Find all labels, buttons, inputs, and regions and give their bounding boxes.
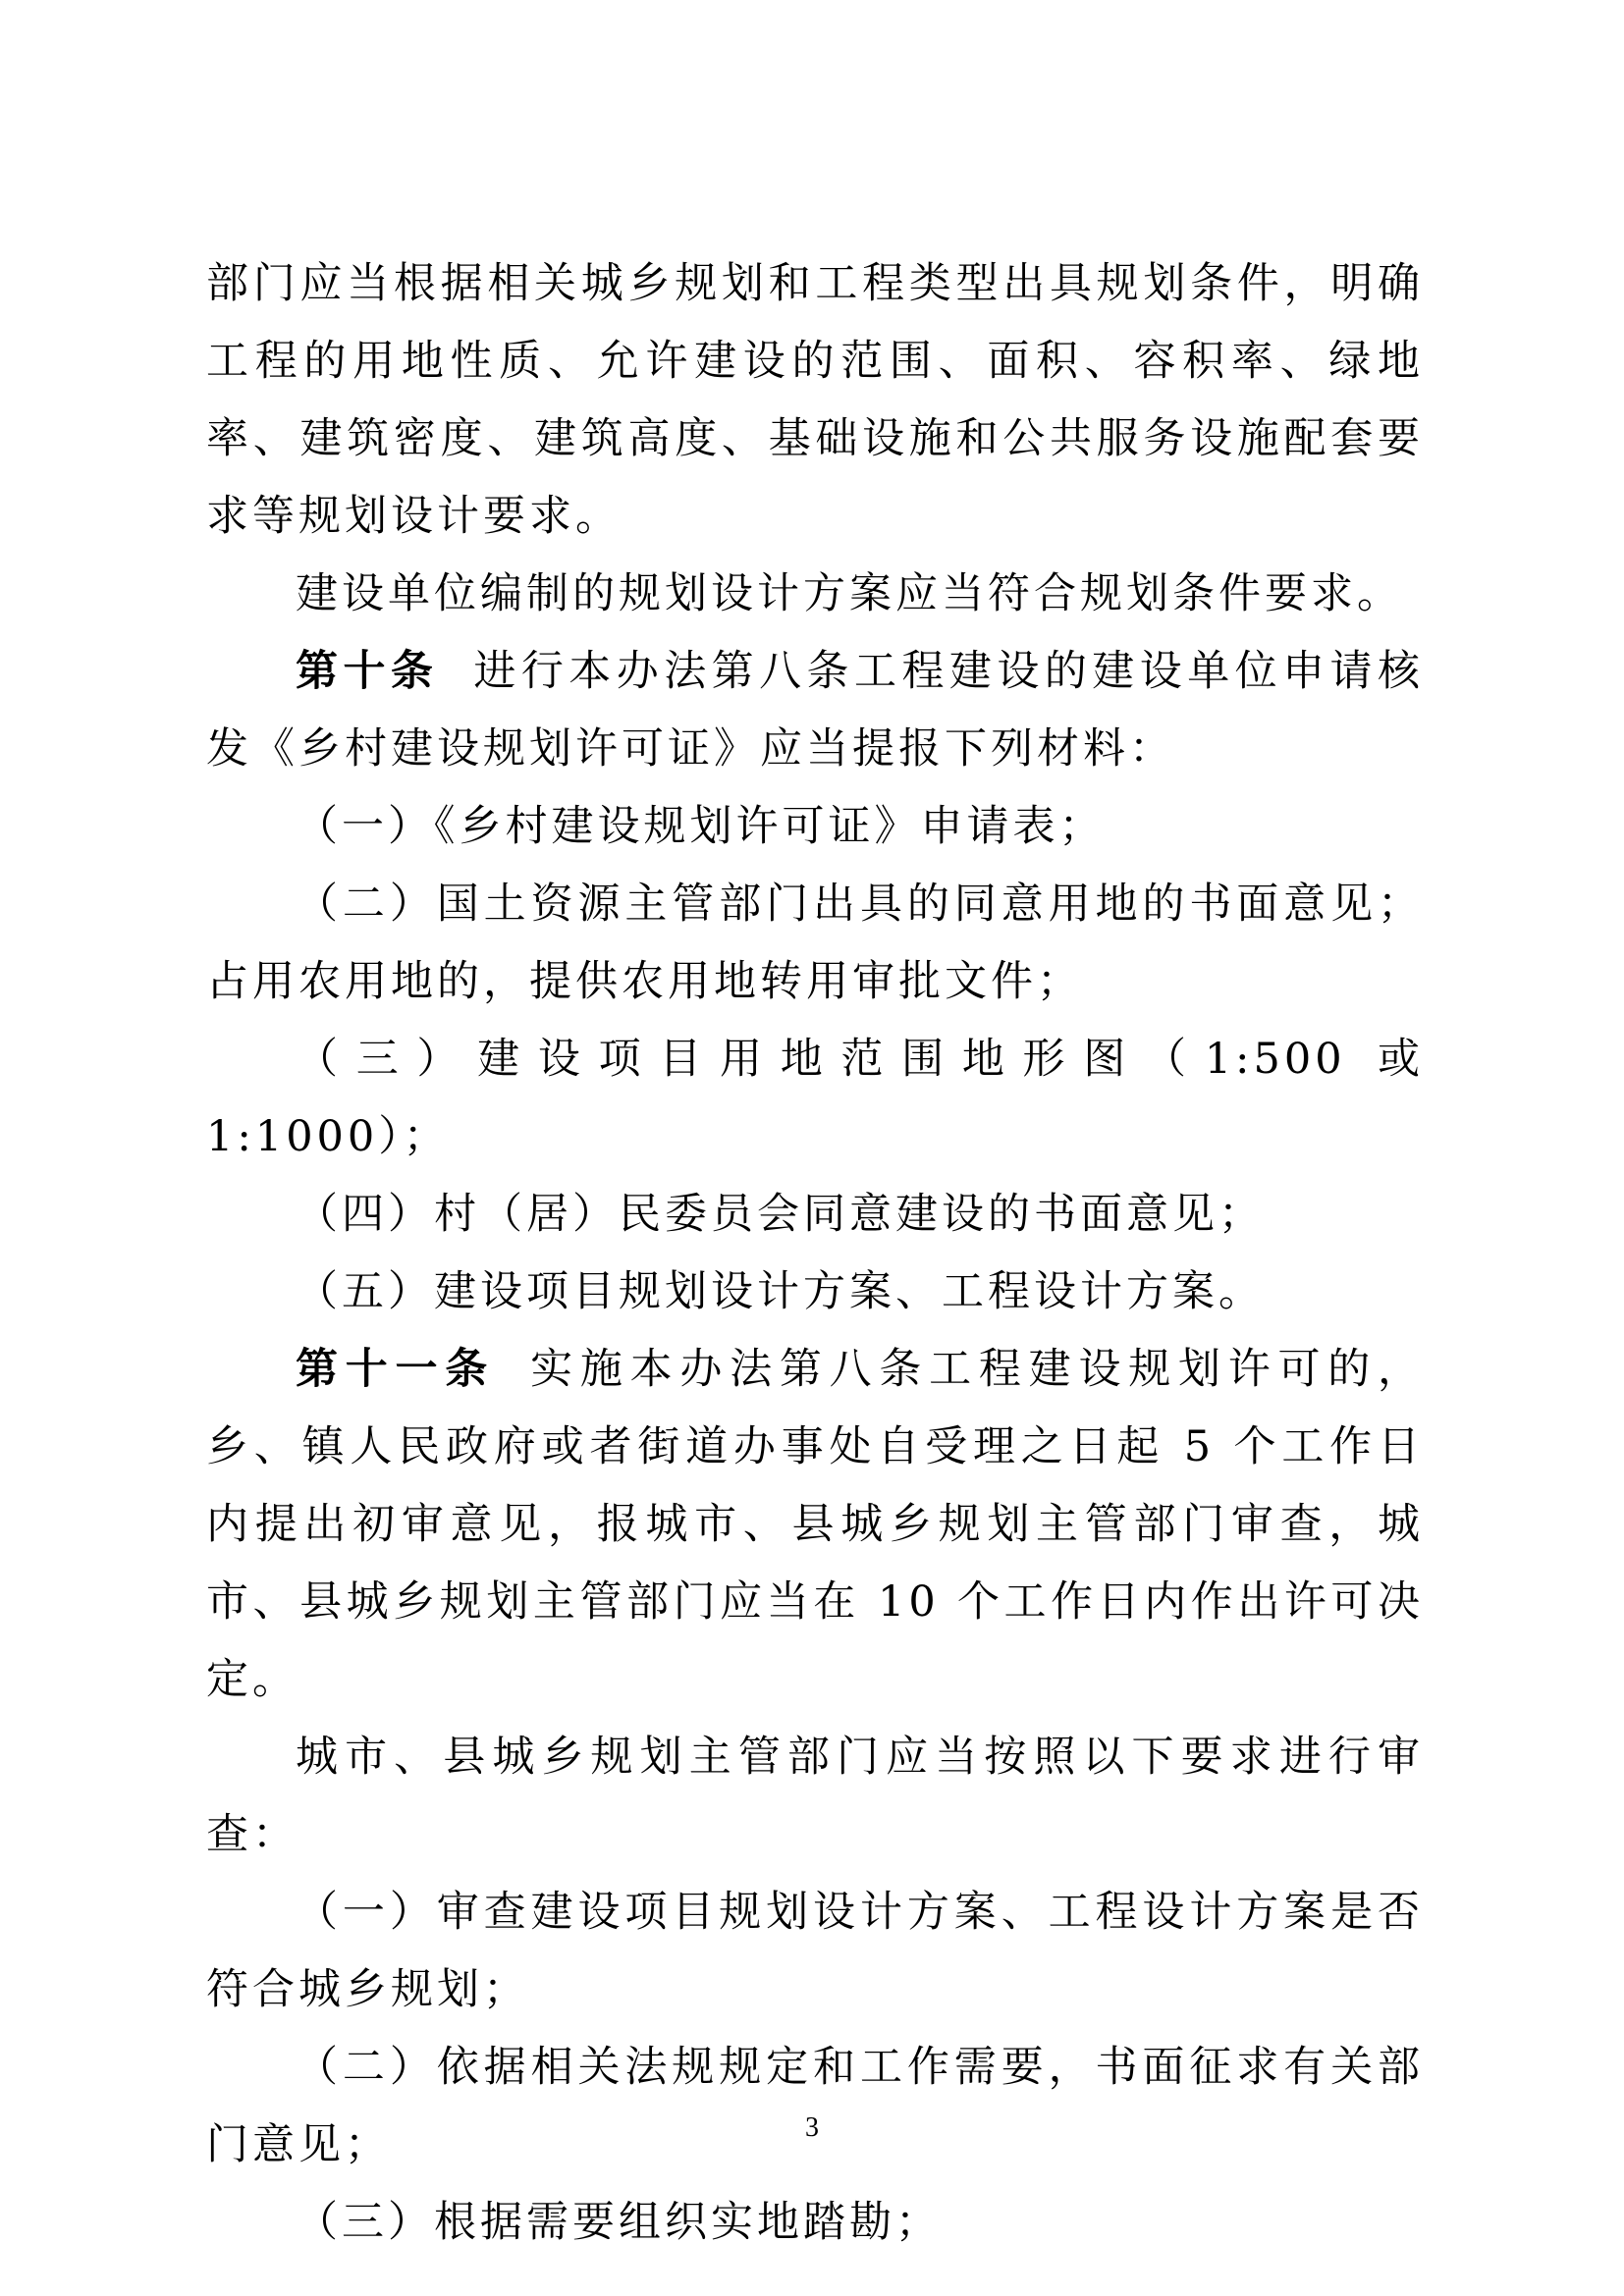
paragraph-text: （一）《乡村建设规划许可证》申请表； — [296, 802, 1106, 851]
list-item — [206, 866, 1424, 1021]
paragraph-text: 进行本办法第八条工程建设的建设单位申请核发《乡村建设规划许可证》应当提报下列材料： — [206, 647, 1425, 774]
paragraph-text: （二）国土资源主管部门出具的同意用地的书面意见；占用农用地的，提供农用地转用审批文件； — [206, 880, 1424, 1006]
paragraph-review-requirements — [206, 1719, 1424, 1874]
paragraph-text: （三）建设项目用地范围地形图（1:500 或 1:1000）； — [206, 1035, 1424, 1161]
page-number: 3 — [805, 2112, 819, 2143]
paragraph-text: 建设单位编制的规划设计方案应当符合规划条件要求。 — [296, 569, 1403, 618]
paragraph-text: （三）根据需要组织实地踏勘； — [296, 2198, 942, 2247]
list-item — [206, 2184, 1424, 2262]
list-item — [206, 1874, 1424, 2029]
article-11 — [206, 1331, 1424, 1719]
paragraph-text: 城市、县城乡规划主管部门应当按照以下要求进行审查： — [206, 1733, 1424, 1859]
list-item — [206, 2029, 1424, 2184]
article-heading: 第十一条 — [296, 1345, 496, 1394]
paragraph-text: （五）建设项目规划设计方案、工程设计方案。 — [296, 1267, 1265, 1316]
paragraph-planning-conditions — [206, 245, 1424, 556]
list-item — [206, 1254, 1424, 1331]
list-item — [206, 1176, 1424, 1254]
body-text — [206, 245, 1424, 2262]
list-item — [206, 788, 1424, 866]
article-heading: 第十条 — [296, 647, 439, 696]
paragraph-text: （一）审查建设项目规划设计方案、工程设计方案是否符合城乡规划； — [206, 1888, 1424, 2014]
paragraph-design-scheme — [206, 556, 1424, 633]
article-10 — [206, 633, 1424, 788]
paragraph-text: （四）村（居）民委员会同意建设的书面意见； — [296, 1190, 1265, 1239]
list-item — [206, 1021, 1424, 1176]
paragraph-text: 实施本办法第八条工程建设规划许可的，乡、镇人民政府或者街道办事处自受理之日起 5 个工作日内提出初审意见，报城市、县城乡规划主管部门审查，城市、县城乡规划主管部门应当在 10 个工作日内作出许可决定。 — [206, 1345, 1425, 1704]
paragraph-text: （二）依据相关法规规定和工作需要，书面征求有关部门意见； — [206, 2043, 1424, 2169]
paragraph-text: 部门应当根据相关城乡规划和工程类型出具规划条件，明确工程的用地性质、允许建设的范围、面积、容积率、绿地率、建筑密度、建筑高度、基础设施和公共服务设施配套要求等规划设计要求。 — [206, 259, 1424, 541]
